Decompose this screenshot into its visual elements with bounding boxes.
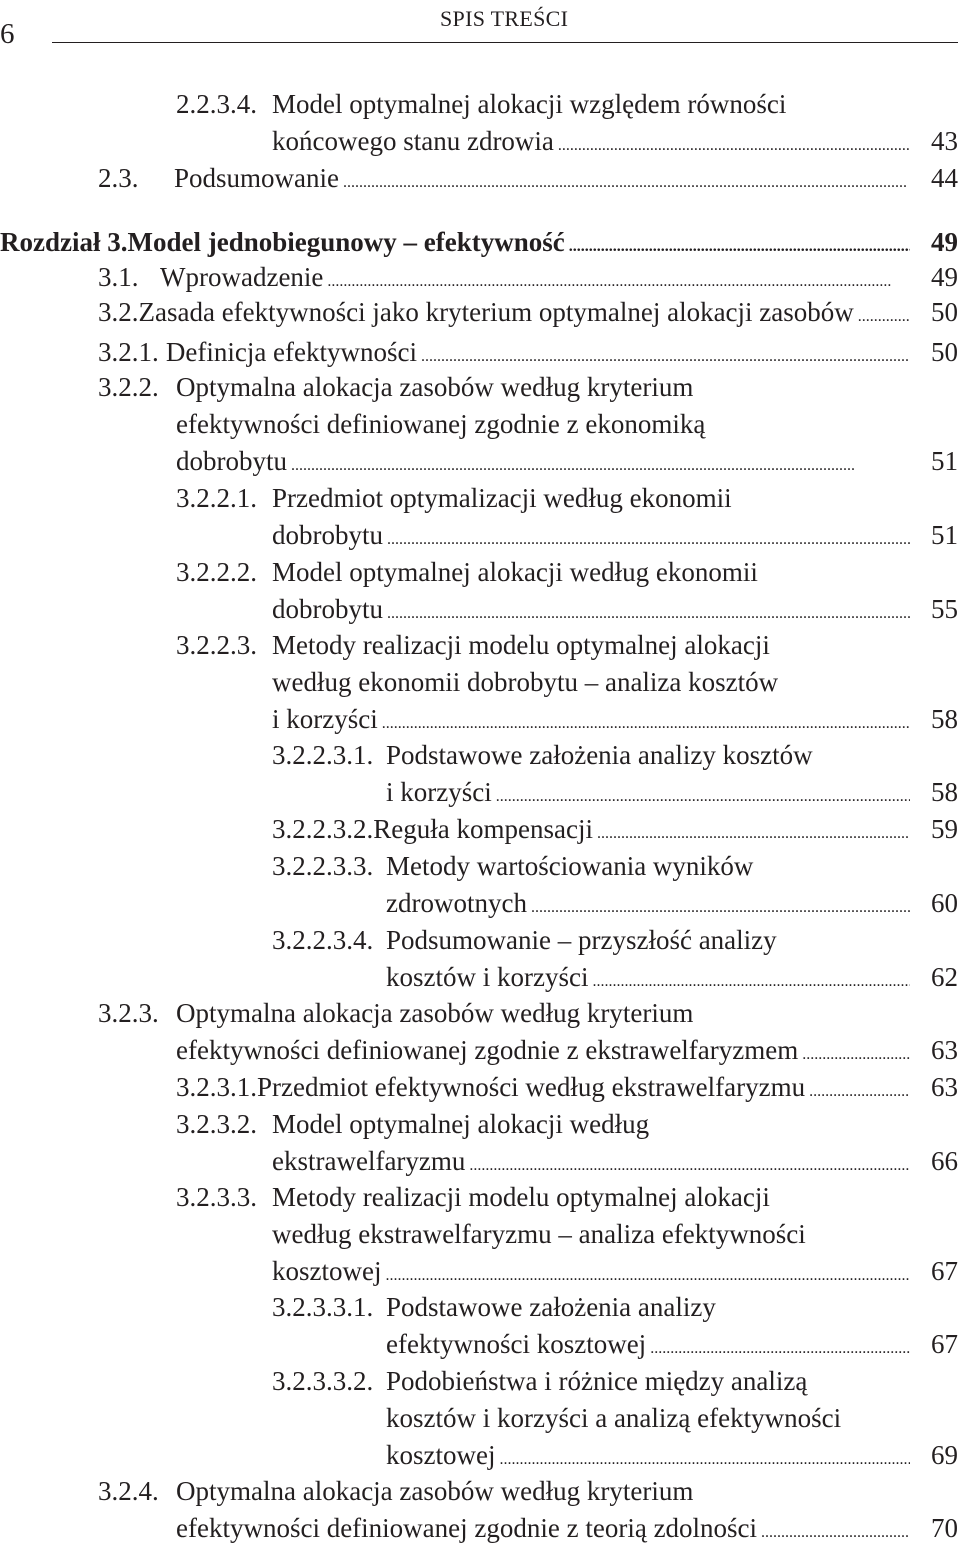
toc-entry-title: Model optymalnej alokacji według <box>272 1109 650 1139</box>
dot-leader <box>343 164 910 201</box>
toc-entry-title: dobrobytu <box>272 520 383 550</box>
dot-leader <box>650 1330 910 1367</box>
toc-entry-title: końcowego stanu zdrowia <box>272 126 554 156</box>
toc-entry-title: Przedmiot optymalizacji według ekonomii <box>272 483 732 513</box>
toc-entry-title: efektywności definiowanej zgodnie z ekonomiką <box>176 409 706 439</box>
toc-entry <box>176 1179 770 1216</box>
toc-page-number: 62 <box>931 962 958 992</box>
toc-entry-title: według ekstrawelfaryzmu – analiza efektywności <box>272 1219 806 1249</box>
toc-page-number: 50 <box>931 297 958 327</box>
toc-entry <box>98 294 958 331</box>
toc-entry <box>98 160 958 197</box>
toc-entry-continuation <box>272 1143 958 1180</box>
toc-page-number: 43 <box>931 126 958 156</box>
toc-entry-title: według ekonomii dobrobytu – analiza kosztów <box>272 667 779 697</box>
toc-page-number: 49 <box>931 262 958 292</box>
toc-page-number: 63 <box>931 1072 958 1102</box>
toc-entry-continuation <box>176 1032 958 1069</box>
toc-entry-title: Przedmiot efektywności według ekstrawelfaryzmu <box>257 1072 806 1102</box>
toc-entry-title: Reguła kompensacji <box>373 814 593 844</box>
toc-entry-number: 3.2. <box>98 297 139 327</box>
dot-leader <box>761 1514 910 1551</box>
toc-page-number: 51 <box>931 520 958 550</box>
toc-entry <box>98 259 958 296</box>
toc-entry-continuation <box>176 1510 958 1547</box>
toc-entry <box>176 86 786 123</box>
toc-entry-continuation <box>386 1437 958 1474</box>
page-number: 6 <box>0 18 15 50</box>
toc-entry-title: i korzyści <box>272 704 378 734</box>
toc-entry-title: kosztów i korzyści <box>386 962 589 992</box>
toc-page-number: 50 <box>931 337 958 367</box>
toc-entry-number: 3.2.2.1. <box>176 483 257 513</box>
dot-leader <box>291 447 910 484</box>
toc-page-number: 51 <box>931 446 958 476</box>
toc-entry <box>272 1363 807 1400</box>
dot-leader <box>387 521 910 558</box>
toc-page-number: 70 <box>931 1513 958 1543</box>
dot-leader <box>802 1036 910 1073</box>
toc-entry-number: 3.2.4. <box>98 1476 159 1506</box>
toc-page-number: 67 <box>931 1256 958 1286</box>
toc-entry-title: kosztowej <box>386 1440 496 1470</box>
toc-entry-title: dobrobytu <box>272 594 383 624</box>
toc-entry-title: i korzyści <box>386 777 492 807</box>
toc-entry-title: Model optymalnej alokacji względem równości <box>272 89 787 119</box>
toc-page-number: 59 <box>931 814 958 844</box>
toc-entry-number: 3.2.3.1. <box>176 1072 257 1102</box>
toc-entry <box>98 334 958 371</box>
toc-entry-continuation <box>272 517 958 554</box>
toc-entry <box>272 737 813 774</box>
toc-entry-number: 2.3. <box>98 163 139 193</box>
toc-entry-number: 3.2.2.2. <box>176 557 257 587</box>
toc-entry-number: 3.2.3.2. <box>176 1109 257 1139</box>
toc-entry-title: Model jednobiegunowy – efektywność <box>127 227 565 257</box>
toc-entry-number: 3.2.2.3.2. <box>272 814 374 844</box>
toc-entry-continuation <box>176 443 958 480</box>
toc-entry-continuation <box>272 1216 806 1253</box>
toc-entry-title: Podobieństwa i różnice między analizą <box>386 1366 808 1396</box>
toc-entry-title: ekstrawelfaryzmu <box>272 1146 466 1176</box>
toc-entry <box>272 848 753 885</box>
toc-page-number: 55 <box>931 594 958 624</box>
toc-entry-number: 3.2.3.3. <box>176 1182 257 1212</box>
toc-page-number: 66 <box>931 1146 958 1176</box>
toc-entry-number: 3.2.2.3.4. <box>272 925 374 955</box>
running-head: SPIS TREŚCI <box>440 6 569 31</box>
toc-entry <box>176 554 758 591</box>
toc-entry-title: efektywności definiowanej zgodnie z ekstrawelfaryzmem <box>176 1035 799 1065</box>
toc-entry-title: Metody realizacji modelu optymalnej alokacji <box>272 630 770 660</box>
toc-entry-title: Podsumowanie – przyszłość analizy <box>386 925 777 955</box>
toc-entry <box>0 224 958 261</box>
toc-entry-number: 3.2.2.3.3. <box>272 851 374 881</box>
toc-page-number: 58 <box>931 704 958 734</box>
dot-leader <box>531 889 910 926</box>
toc-page-number: 63 <box>931 1035 958 1065</box>
toc-entry-title: Definicja efektywności <box>165 337 418 367</box>
toc-page-number: 67 <box>931 1329 958 1359</box>
toc-entry-number: 3.2.2. <box>98 372 159 402</box>
toc-entry-title: Optymalna alokacja zasobów według kryterium <box>176 372 694 402</box>
toc-entry <box>176 1069 958 1106</box>
toc-page-number: 60 <box>931 888 958 918</box>
toc-entry-continuation <box>272 591 958 628</box>
toc-entry-continuation <box>386 959 958 996</box>
toc-entry-title: kosztów i korzyści a analizą efektywności <box>386 1403 842 1433</box>
toc-entry-continuation <box>272 1253 958 1290</box>
toc-entry-title: Metody realizacji modelu optymalnej alokacji <box>272 1182 770 1212</box>
toc-entry-number: 3.2.2.3. <box>176 630 257 660</box>
toc-entry-continuation <box>386 1400 841 1437</box>
toc-entry-title: Zasada efektywności jako kryterium optymalnej alokacji zasobów <box>138 297 854 327</box>
toc-page-number: 49 <box>931 227 958 257</box>
toc-entry-title: kosztowej <box>272 1256 382 1286</box>
toc-entry-continuation <box>386 1326 958 1363</box>
toc-entry-continuation <box>176 406 705 443</box>
dot-leader <box>496 778 910 815</box>
toc-entry-number: 3.2.3.3.1. <box>272 1292 374 1322</box>
toc-entry-continuation <box>272 664 778 701</box>
toc-entry-title: Podstawowe założenia analizy kosztów <box>386 740 813 770</box>
toc-entry-number: 3.2.1. <box>98 337 159 367</box>
toc-entry <box>272 922 777 959</box>
toc-entry-title: Podsumowanie <box>174 163 339 193</box>
toc-entry-title: zdrowotnych <box>386 888 527 918</box>
toc-page-number: 58 <box>931 777 958 807</box>
toc-entry <box>272 1289 716 1326</box>
toc-entry-title: Optymalna alokacja zasobów według kryterium <box>176 998 694 1028</box>
toc-entry <box>176 627 770 664</box>
toc-entry-continuation <box>272 123 958 160</box>
toc-entry-title: efektywności kosztowej <box>386 1329 647 1359</box>
dot-leader <box>558 127 910 164</box>
toc-entry-title: dobrobytu <box>176 446 287 476</box>
toc-entry-number: 3.1. <box>98 262 139 292</box>
toc-page-number: 69 <box>931 1440 958 1470</box>
dot-leader <box>809 1073 910 1110</box>
dot-leader <box>858 298 910 335</box>
toc-entry-title: Metody wartościowania wyników <box>386 851 754 881</box>
toc-entry-title: efektywności definiowanej zgodnie z teorią zdolności <box>176 1513 758 1543</box>
toc-entry <box>98 995 693 1032</box>
toc-entry-continuation <box>386 774 958 811</box>
toc-entry <box>98 369 693 406</box>
toc-entry-number: 3.2.2.3.1. <box>272 740 374 770</box>
toc-entry-number: 2.2.3.4. <box>176 89 257 119</box>
toc-page-number: 44 <box>931 163 958 193</box>
toc-entry-continuation <box>386 885 958 922</box>
toc-entry <box>176 480 732 517</box>
toc-entry-number: 3.2.3. <box>98 998 159 1028</box>
toc-entry-title: Model optymalnej alokacji według ekonomii <box>272 557 758 587</box>
toc-entry <box>98 1473 693 1510</box>
dot-leader <box>597 815 910 852</box>
toc-entry-number: 3.2.3.3.2. <box>272 1366 374 1396</box>
toc-entry-title: Podstawowe założenia analizy <box>386 1292 716 1322</box>
toc-entry <box>272 811 958 848</box>
toc-entry-title: Optymalna alokacja zasobów według kryterium <box>176 1476 694 1506</box>
toc-entry-title: Wprowadzenie <box>160 262 324 292</box>
toc-entry-continuation <box>272 701 958 738</box>
toc-entry <box>176 1106 649 1143</box>
toc-entry-number: Rozdział 3. <box>0 227 128 257</box>
